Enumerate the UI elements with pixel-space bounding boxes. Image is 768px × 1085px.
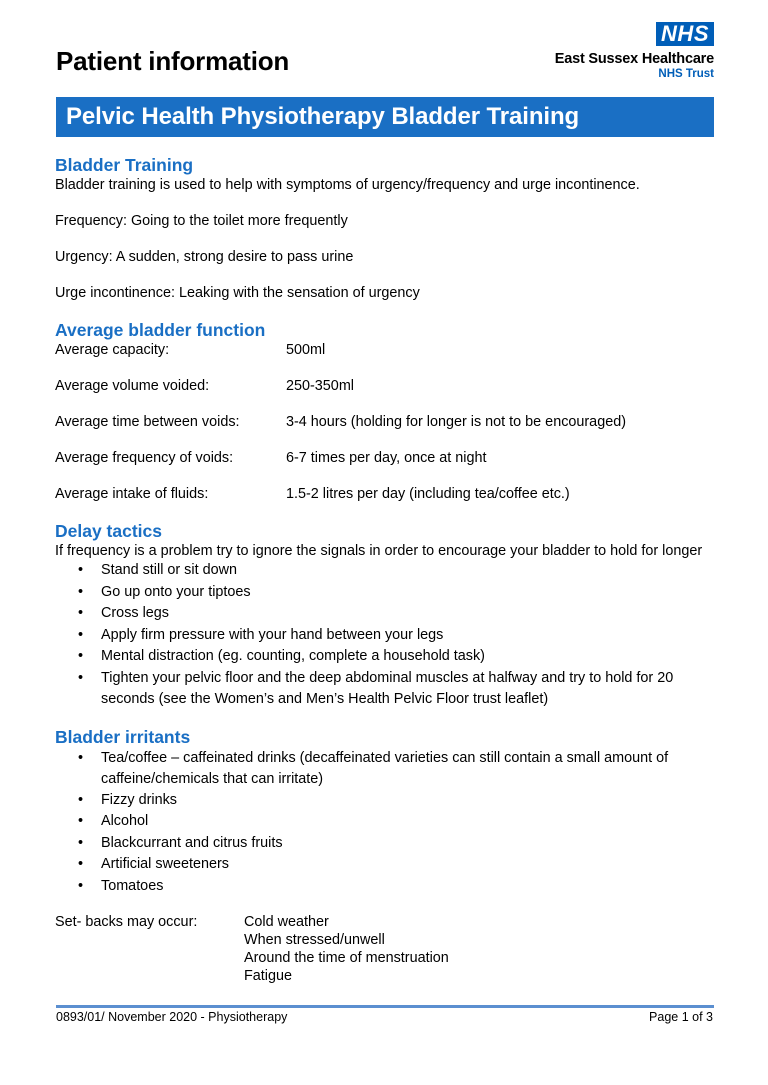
section-heading: Delay tactics [55, 521, 163, 541]
page-number: Page 1 of 3 [649, 1010, 713, 1024]
definition-frequency: Frequency: Going to the toilet more frequently [55, 213, 348, 229]
list-item-text: Go up onto your tiptoes [101, 583, 251, 600]
trust-name: East Sussex Healthcare [554, 51, 714, 67]
stat-row [55, 485, 715, 503]
stat-row [55, 449, 715, 467]
section-bladder-irritants [55, 726, 715, 898]
setback-item: Cold weather [244, 914, 329, 930]
list-item-text: Artificial sweeteners [101, 856, 229, 872]
stat-value: 1.5-2 litres per day (including tea/coffee etc.) [286, 486, 570, 502]
list-item [75, 833, 715, 855]
list-item-text: Apply firm pressure with your hand between your legs [101, 626, 444, 643]
setback-item: Around the time of menstruation [244, 950, 449, 966]
bullet-icon: • [78, 813, 84, 829]
list-item [75, 668, 715, 710]
section-average-function [55, 319, 715, 503]
list-item [75, 876, 715, 898]
list-item [75, 646, 715, 668]
stat-value: 6-7 times per day, once at night [286, 450, 487, 466]
bullet-icon: • [78, 605, 84, 621]
stat-value: 3-4 hours (holding for longer is not to be encouraged) [286, 414, 626, 430]
list-item [75, 625, 715, 647]
stat-value: 250-350ml [286, 378, 354, 394]
bullet-icon: • [78, 749, 84, 766]
trust-sub: NHS Trust [658, 68, 714, 80]
list-item-text: Tomatoes [101, 877, 164, 894]
bullet-icon: • [78, 583, 84, 600]
bullet-icon: • [78, 626, 84, 643]
bullet-icon: • [78, 562, 84, 578]
list-item [75, 560, 715, 582]
doc-type-heading: Patient information [56, 46, 290, 76]
delay-tactics-list [75, 560, 715, 710]
list-item [75, 748, 715, 790]
stats-table [55, 341, 715, 503]
list-item [75, 603, 715, 625]
section-heading: Average bladder function [55, 320, 266, 340]
definition-urgency: Urgency: A sudden, strong desire to pass urine [55, 249, 354, 265]
list-item-text: Mental distraction (eg. counting, complete a household task) [101, 648, 485, 664]
bullet-icon: • [78, 791, 84, 808]
setbacks-block [55, 913, 715, 985]
setbacks-label: Set- backs may occur: [55, 914, 198, 930]
footer-divider [56, 1005, 714, 1008]
setbacks-list [244, 913, 449, 985]
list-item [75, 582, 715, 604]
title-bar [56, 97, 714, 137]
stat-label: Average capacity: [55, 342, 170, 358]
bullet-icon: • [78, 856, 84, 872]
stat-value: 500ml [286, 342, 326, 358]
list-item-text: Blackcurrant and citrus fruits [101, 834, 283, 851]
list-item [75, 811, 715, 833]
list-item-text: Cross legs [101, 605, 169, 621]
nhs-logo [555, 22, 714, 80]
definition-urge-incontinence: Urge incontinence: Leaking with the sensation of urgency [55, 285, 420, 301]
footer-reference: 0893/01/ November 2020 - Physiotherapy [56, 1010, 288, 1024]
page-header [56, 21, 714, 84]
list-item-text: Stand still or sit down [101, 562, 237, 578]
setback-item: When stressed/unwell [244, 932, 385, 948]
paragraph: If frequency is a problem try to ignore the signals in order to encourage your bladder to hold for longer [55, 543, 703, 559]
list-item-text: Alcohol [101, 813, 149, 829]
bullet-icon: • [78, 648, 84, 664]
stat-row [55, 341, 715, 359]
list-item-text: Tighten your pelvic floor and the deep abdominal muscles at halfway and try to hold for 20 seconds (see the Women’s and Men’s Health Pelvic Floor trust leaflet) [101, 669, 674, 707]
list-item-text: Fizzy drinks [101, 791, 177, 808]
stat-label: Average time between voids: [55, 414, 240, 430]
bullet-icon: • [78, 834, 84, 851]
bullet-icon: • [78, 877, 84, 894]
document-body [55, 154, 715, 985]
nhs-badge-icon: NHS [656, 22, 714, 46]
list-item [75, 790, 715, 812]
bullet-icon: • [78, 669, 84, 686]
stat-row [55, 377, 715, 395]
stat-label: Average volume voided: [55, 378, 210, 394]
list-item [75, 854, 715, 876]
section-delay-tactics [55, 520, 715, 710]
setback-item: Fatigue [244, 968, 292, 984]
paragraph: Bladder training is used to help with symptoms of urgency/frequency and urge incontinence. [55, 177, 640, 193]
page-title: Pelvic Health Physiotherapy Bladder Training [66, 103, 580, 130]
section-heading: Bladder Training [55, 155, 194, 175]
stat-row [55, 413, 715, 431]
stat-label: Average frequency of voids: [55, 450, 234, 466]
section-bladder-training [55, 154, 715, 302]
list-item-text: Tea/coffee – caffeinated drinks (decaffeinated varieties can still contain a small amount of caffeine/chemicals that can irritate) [101, 749, 669, 787]
section-heading: Bladder irritants [55, 726, 191, 747]
stat-label: Average intake of fluids: [55, 486, 209, 502]
irritants-list [75, 748, 715, 898]
